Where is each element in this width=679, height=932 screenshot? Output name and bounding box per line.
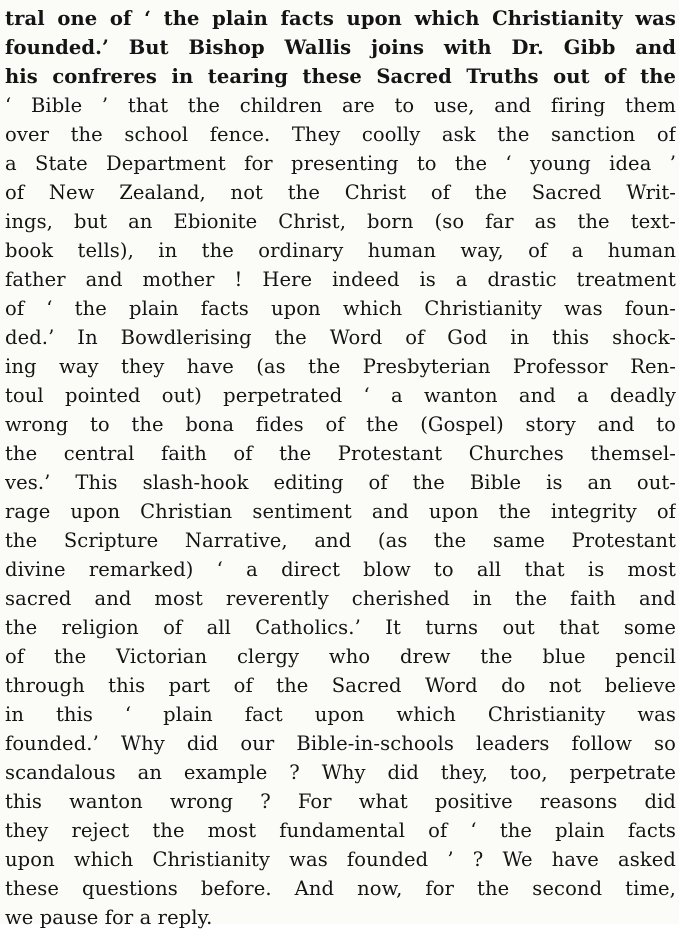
text-line-9: book tells), in the ordinary human way, of a human	[5, 239, 676, 262]
text-line-8: ings, but an Ebionite Christ, born (so far as the text-	[5, 210, 676, 233]
text-line-10: father and mother ! Here indeed is a drastic treatment	[5, 268, 676, 291]
text-line-32: we pause for a reply.	[5, 906, 213, 929]
text-line-12: ded.’ In Bowdlerising the Word of God in this shock-	[5, 326, 676, 349]
text-line-13: ing way they have (as the Presbyterian Professor Ren-	[5, 355, 676, 378]
text-line-25: in this ‘ plain fact upon which Christianity was	[5, 703, 676, 726]
text-line-5: over the school fence. They coolly ask the sanction of	[5, 123, 676, 146]
text-line-1: tral one of ‘ the plain facts upon which Christianity was	[5, 7, 676, 30]
text-line-2: founded.’ But Bishop Wallis joins with Dr. Gibb and	[5, 36, 676, 59]
text-line-17: ves.’ This slash-hook editing of the Bible is an out-	[5, 471, 676, 494]
text-line-30: upon which Christianity was founded ’ ? We have asked	[5, 848, 676, 871]
text-line-19: the Scripture Narrative, and (as the same Protestant	[5, 529, 676, 552]
text-line-3: his confreres in tearing these Sacred Truths out of the	[5, 65, 676, 88]
text-line-31: these questions before. And now, for the second time,	[5, 877, 676, 900]
text-line-22: the religion of all Catholics.’ It turns out that some	[5, 616, 676, 639]
text-line-15: wrong to the bona fides of the (Gospel) story and to	[5, 413, 676, 436]
text-line-23: of the Victorian clergy who drew the blue pencil	[5, 645, 676, 668]
text-line-28: this wanton wrong ? For what positive reasons did	[5, 790, 676, 813]
text-line-11: of ‘ the plain facts upon which Christianity was foun-	[5, 297, 676, 320]
text-line-29: they reject the most fundamental of ‘ the plain facts	[5, 819, 676, 842]
text-line-26: founded.’ Why did our Bible-in-schools leaders follow so	[5, 732, 676, 755]
text-line-27: scandalous an example ? Why did they, too, perpetrate	[5, 761, 676, 784]
text-line-16: the central faith of the Protestant Churches themsel-	[5, 442, 676, 465]
text-line-7: of New Zealand, not the Christ of the Sacred Writ-	[5, 181, 676, 204]
text-line-21: sacred and most reverently cherished in the faith and	[5, 587, 676, 610]
text-line-20: divine remarked) ‘ a direct blow to all that is most	[5, 558, 676, 581]
text-line-14: toul pointed out) perpetrated ‘ a wanton and a deadly	[5, 384, 676, 407]
text-line-24: through this part of the Sacred Word do not believe	[5, 674, 676, 697]
article-text-column	[5, 4, 676, 932]
text-line-6: a State Department for presenting to the ‘ young idea ’	[5, 152, 676, 175]
text-line-4: ‘ Bible ’ that the children are to use, and firing them	[5, 94, 676, 117]
text-line-18: rage upon Christian sentiment and upon the integrity of	[5, 500, 676, 523]
